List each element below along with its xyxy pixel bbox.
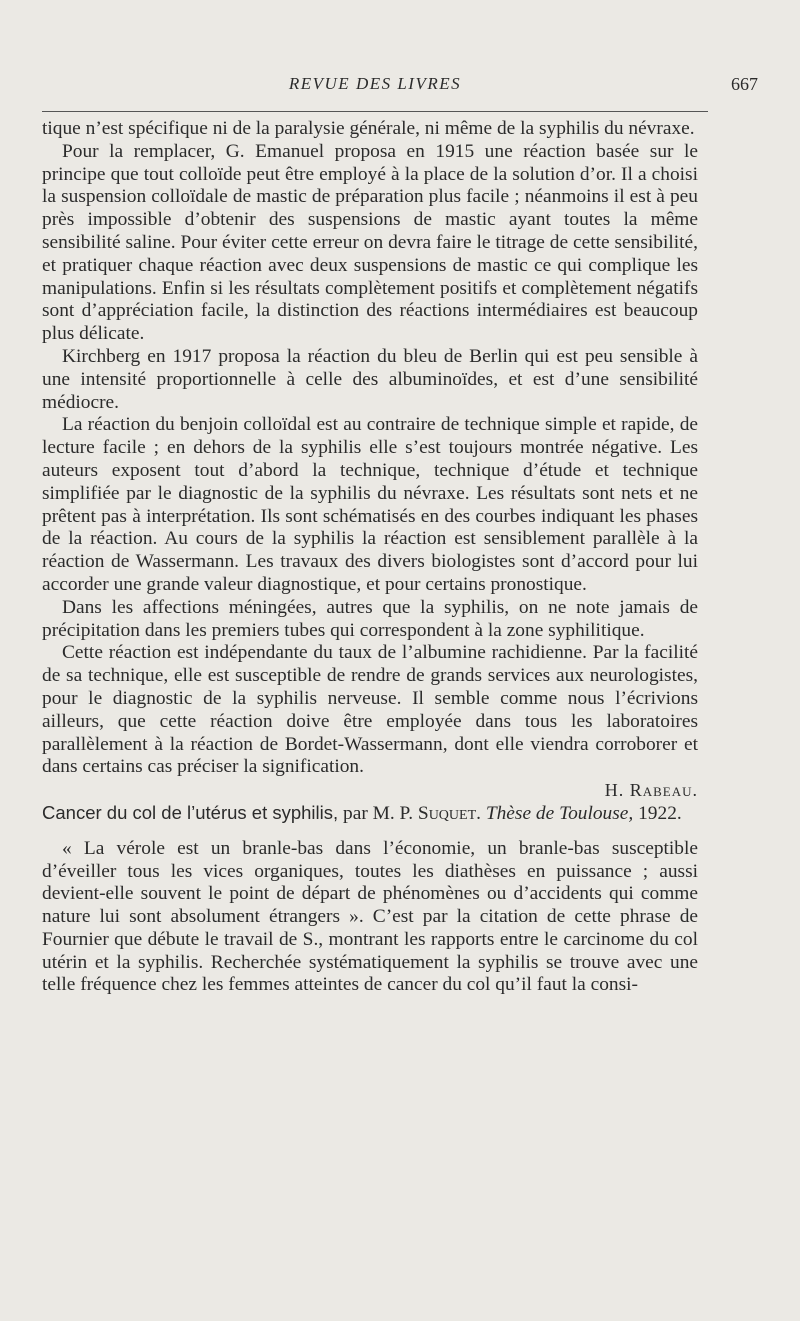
paragraph-meningees: Dans les affections méningées, autres que la syphilis, on ne note jamais de précipitation dans les premiers tubes qui correspondent à la zone syphilitique. [42, 596, 698, 641]
page-body [42, 118, 698, 997]
review-title: Cancer du col de l’utérus et syphilis, [42, 801, 339, 823]
paragraph-conclusion: Cette réaction est indépendante du taux de l’albumine rachidienne. Par la facilité de sa technique, elle est susceptible de rendre de grands services aux neurologistes, pour le diagnostic de la syphilis nerveuse. Il semble comme nous l’écrivions ailleurs, que cette réaction doive être employée dans tous les laboratoires parallèlement à la réaction de Bordet-Wassermann, dont elle viendra corroborer et dans certains cas préciser la signification. [42, 642, 698, 778]
signature: H. Rabeau. [604, 780, 698, 801]
paragraph-continuation: tique n’est spécifique ni de la paralysie générale, ni même de la syphilis du névraxe. [42, 118, 695, 139]
review-byline: par M. P. [343, 802, 414, 824]
running-title: REVUE DES LIVRES [288, 74, 462, 93]
paragraph-benjoin: La réaction du benjoin colloïdal est au contraire de technique simple et rapide, de lecture facile ; en dehors de la syphilis elle s’est toujours montrée négative. Les auteurs exposent tout d’abord la technique, technique d’étude et technique simplifiée par le diagnostic de la syphilis du névraxe. Les résultats sont nets et ne prêtent pas à interprétation. Ils sont schématisés en des courbes indiquant les phases de la réaction. Au cours de la syphilis la réaction est sensiblement parallèle à la réaction de Wassermann. Les travaux des divers biologistes sont d’accord pour lui accorder une grande valeur diagnostique, et pour certains pronostique. [42, 414, 698, 595]
running-head [42, 74, 758, 100]
page-number: 667 [731, 74, 758, 94]
paragraph-kirchberg: Kirchberg en 1917 proposa la réaction du bleu de Berlin qui est peu sensible à une intensité proportionnelle à celle des albuminoïdes, et est d’une sensibilité médiocre. [42, 345, 698, 413]
review-source: Thèse de Toulouse, [485, 802, 634, 824]
paragraph-mastic: Pour la remplacer, G. Emanuel proposa en 1915 une réaction basée sur le principe que tout colloïde peut être employé à la place de la solution d’or. Il a choisi la suspension colloïdale de mastic de préparation plus facile ; néanmoins il est à peu près impossible d’obtenir des suspensions de mastic ayant toutes la même sensibilité saline. Pour éviter cette erreur on devra faire le titrage de cette sensibilité, et pratiquer chaque réaction avec deux suspensions de mastic ce qui complique les manipulations. Enfin si les résultats complètement positifs et complètement négatifs sont d’appréciation facile, la distinction des réactions intermédiaires est beaucoup plus délicate. [42, 140, 698, 345]
review-heading: Cancer du col de l’utérus et syphilis, par M. P. Suquet. Thèse de Toulouse, 1922. [42, 801, 682, 824]
header-rule [42, 111, 708, 112]
review-year: 1922. [638, 802, 682, 824]
review-author: Suquet [417, 802, 477, 824]
review-text: « La vérole est un branle-bas dans l’économie, un branle-bas susceptible d’éveiller tous les vices organiques, toutes les diathèses en puissance ; aussi devient-elle souvent le point de départ de phénomènes ou d’accidents qui comme nature lui sont absolument étrangers ». C’est par la citation de cette phrase de Fournier que débute le travail de S., montrant les rapports entre le carcinome du col utérin et la syphilis. Recherchée systématiquement la syphilis se trouve avec une telle fréquence chez les femmes atteintes de cancer du col qu’il faut la consi- [42, 837, 698, 996]
